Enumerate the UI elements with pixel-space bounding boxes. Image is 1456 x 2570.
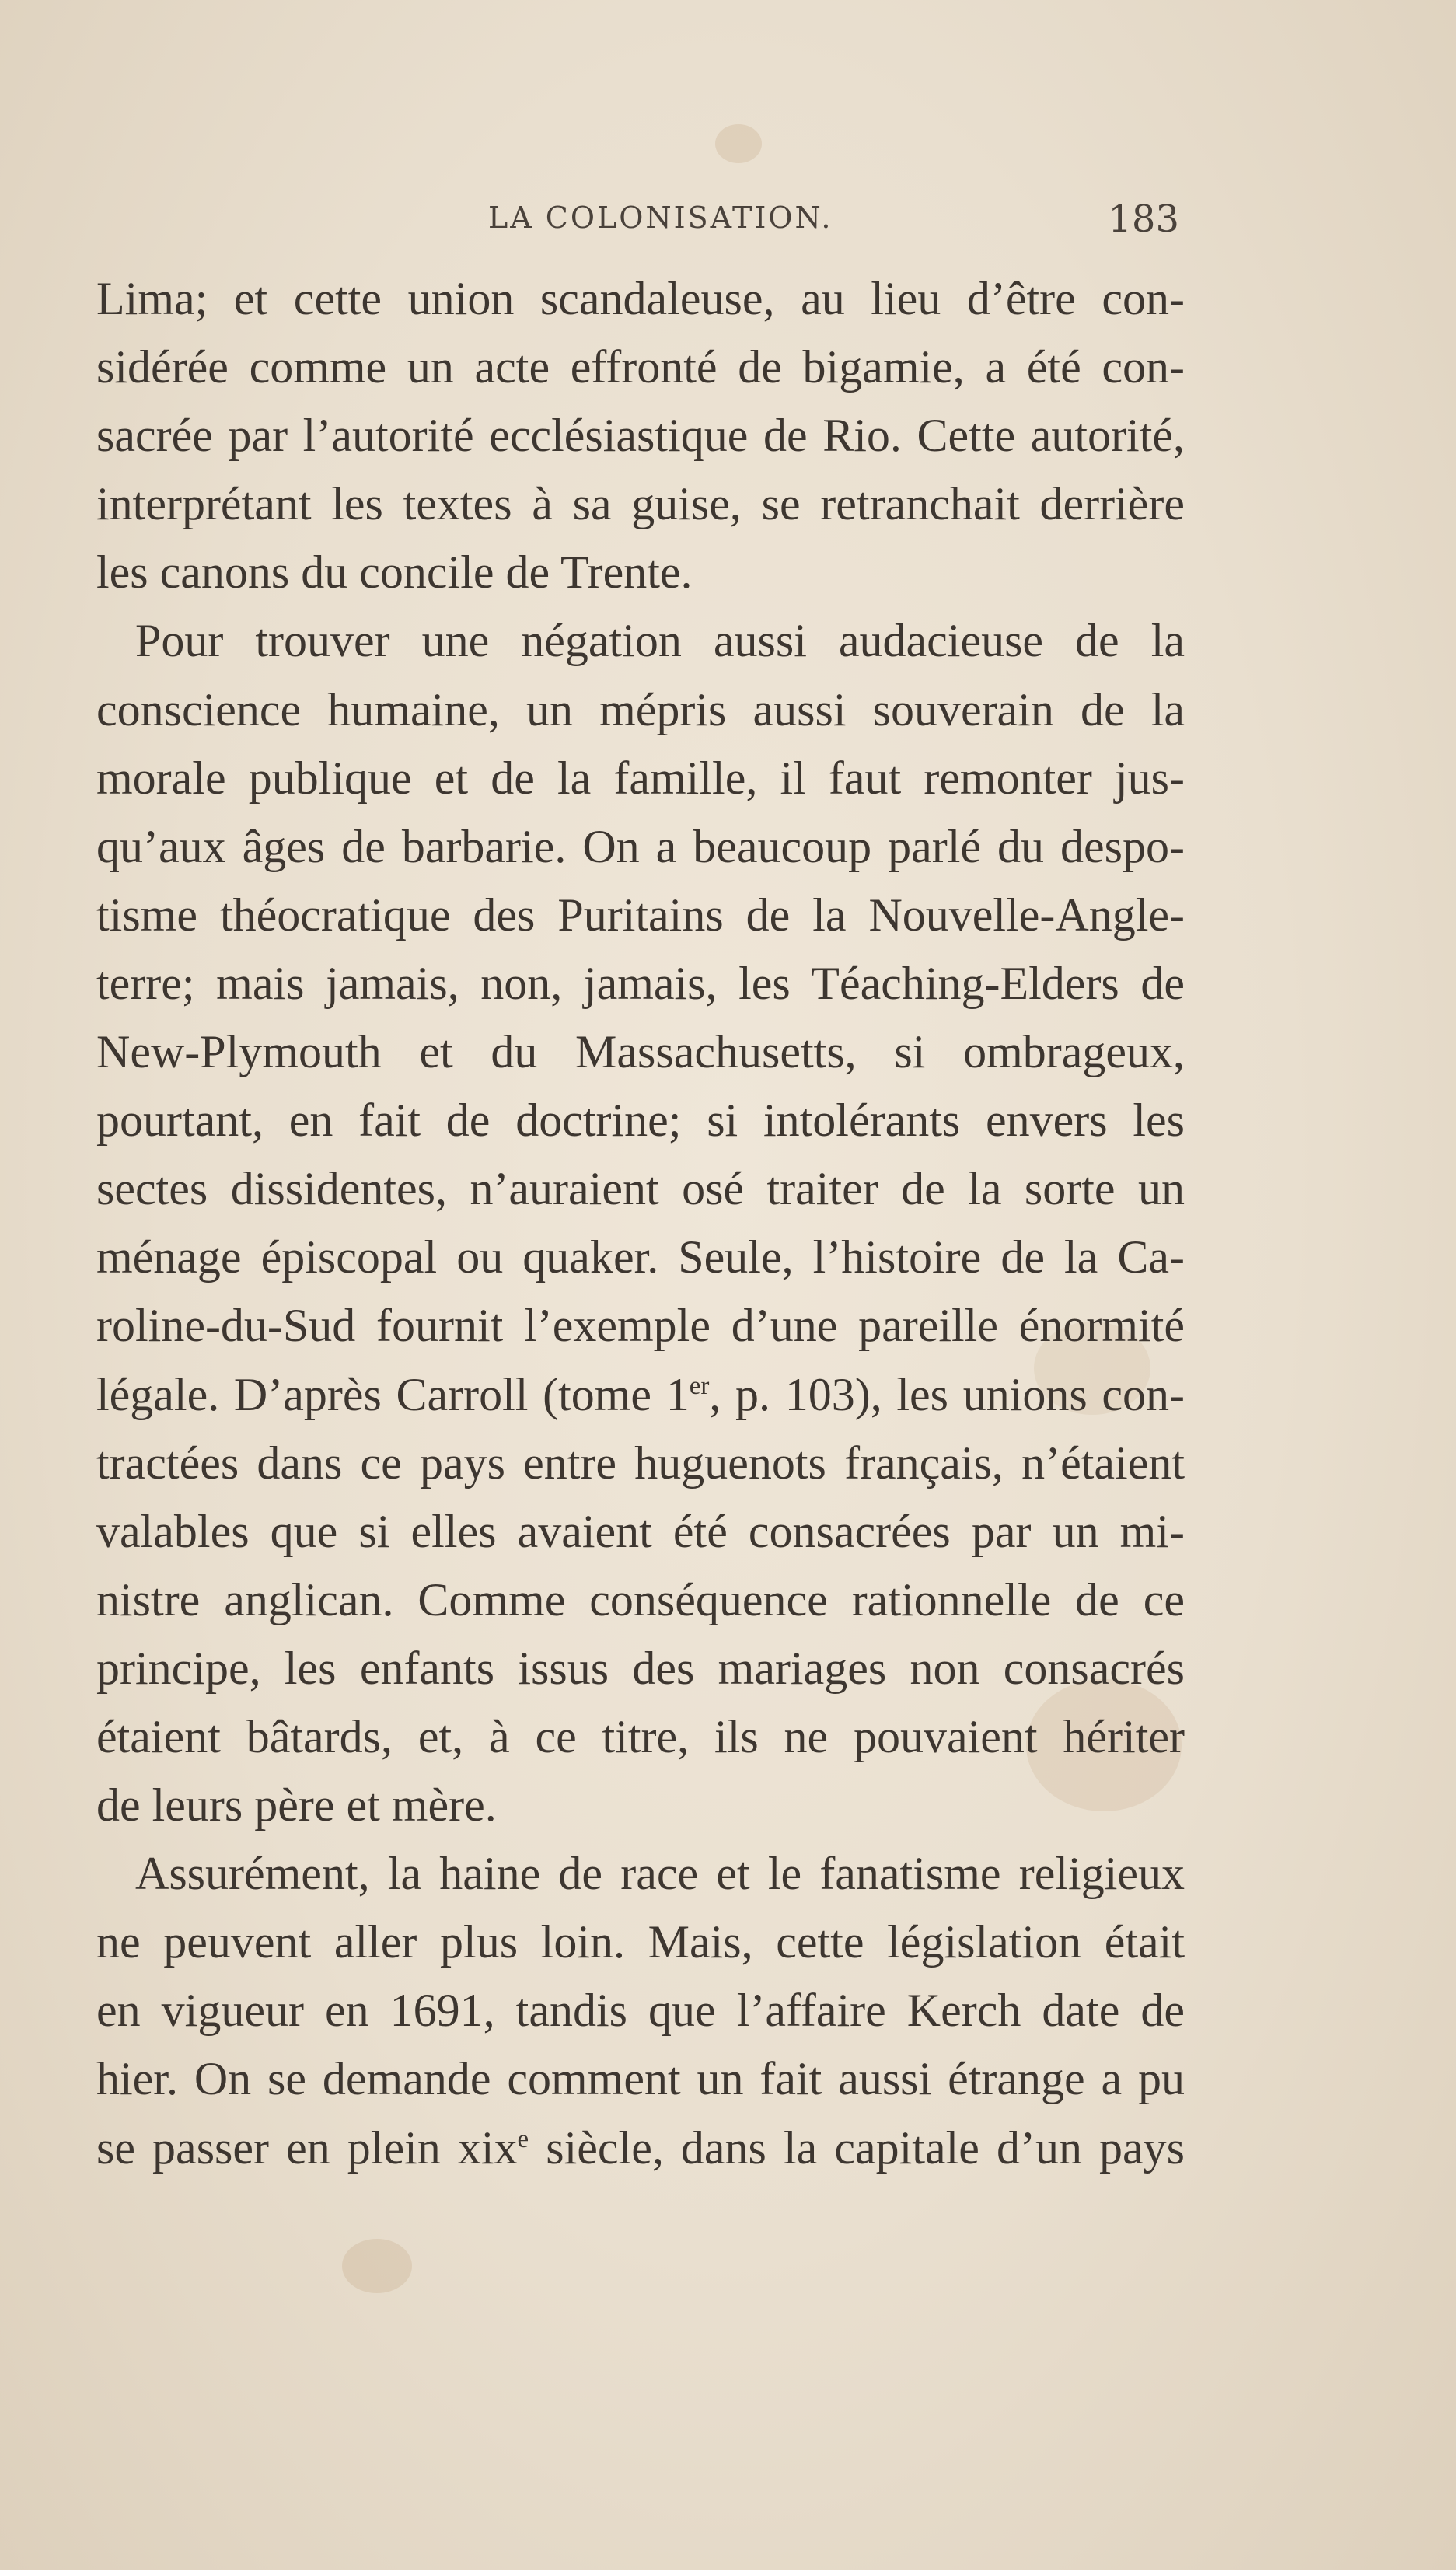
line-text: légale. D’après Carroll (tome 1 xyxy=(96,1368,690,1420)
running-head xyxy=(0,197,1456,247)
text-line: nistre anglican. Comme conséquence rationnelle de ce xyxy=(96,1573,1185,1625)
text-line: morale publique et de la famille, il faut remonter jus- xyxy=(96,752,1185,804)
text-line: conscience humaine, un mépris aussi souverain de la xyxy=(96,683,1185,735)
text-line: les canons du concile de Trente. xyxy=(96,546,693,599)
line-text: se passer en plein xix xyxy=(96,2121,518,2174)
text-line: sacrée par l’autorité ecclésiastique de Rio. Cette autorité, xyxy=(96,410,1185,462)
page-number: 183 xyxy=(1108,197,1179,241)
text-line: sectes dissidentes, n’auraient osé traiter de la sorte un xyxy=(96,1163,1185,1215)
text-line: étaient bâtards, et, à ce titre, ils ne pouvaient hériter xyxy=(96,1710,1185,1762)
superscript: e xyxy=(517,2125,529,2153)
line-text: , p. 103), les unions con- xyxy=(709,1368,1185,1420)
text-line: Lima; et cette union scandaleuse, au lieu d’être con- xyxy=(96,273,1185,324)
text-line: valables que si elles avaient été consacrées par un mi- xyxy=(96,1505,1185,1557)
paragraph xyxy=(96,606,1185,1839)
text-line: tisme théocratique des Puritains de la Nouvelle-Angle- xyxy=(96,889,1185,941)
text-line: New-Plymouth et du Massachusetts, si ombrageux, xyxy=(96,1026,1185,1078)
text-line: roline-du-Sud fournit l’exemple d’une pareille énormité xyxy=(96,1300,1185,1352)
paper-stain xyxy=(342,2239,412,2293)
paper-stain xyxy=(715,124,762,163)
text-line: tractées dans ce pays entre huguenots français, n’étaient xyxy=(96,1437,1185,1489)
text-line: en vigueur en 1691, tandis que l’affaire Kerch date de xyxy=(96,1985,1185,2037)
body-text xyxy=(96,264,1185,2182)
running-title: LA COLONISATION. xyxy=(488,201,833,235)
text-line: terre; mais jamais, non, jamais, les Téaching-Elders de xyxy=(96,957,1185,1009)
text-line: sidérée comme un acte effronté de bigamie, a été con- xyxy=(96,341,1185,393)
text-line: qu’aux âges de barbarie. On a beaucoup parlé du despo- xyxy=(96,820,1185,872)
paragraph xyxy=(96,264,1185,606)
paragraph xyxy=(96,1839,1185,2181)
text-line: Pour trouver une négation aussi audacieuse de la xyxy=(135,615,1185,667)
text-line: ménage épiscopal ou quaker. Seule, l’histoire de la Ca- xyxy=(96,1231,1185,1283)
text-line: ne peuvent aller plus loin. Mais, cette législation était xyxy=(96,1916,1185,1968)
text-line xyxy=(96,2114,1185,2182)
text-line: pourtant, en fait de doctrine; si intolérants envers les xyxy=(96,1095,1185,1147)
text-line xyxy=(96,1360,1185,1429)
text-line: hier. On se demande comment un fait aussi étrange a pu xyxy=(96,2053,1185,2105)
line-text: siècle, dans la capitale d’un pays xyxy=(529,2121,1185,2174)
superscript: er xyxy=(689,1371,710,1400)
text-line: principe, les enfants issus des mariages non consacrés xyxy=(96,1642,1185,1694)
text-line: Assurément, la haine de race et le fanatisme religieux xyxy=(135,1848,1185,1900)
text-line: interprétant les textes à sa guise, se retranchait derrière xyxy=(96,478,1185,530)
text-line: de leurs père et mère. xyxy=(96,1779,497,1831)
